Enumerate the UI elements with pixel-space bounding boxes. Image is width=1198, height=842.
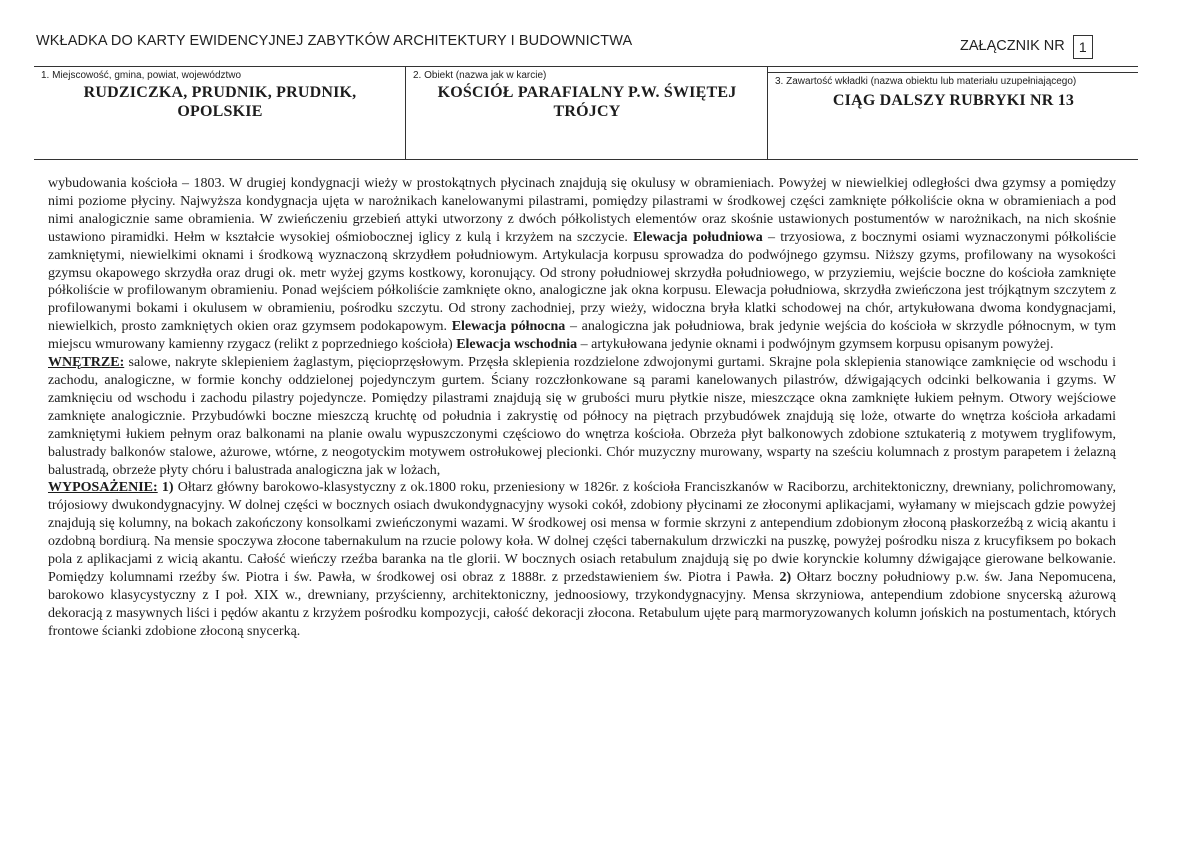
document-title: WKŁADKA DO KARTY EWIDENCYJNEJ ZABYTKÓW ARCHITEKTURY I BUDOWNICTWA bbox=[36, 33, 633, 49]
item-number: 1) bbox=[161, 480, 174, 496]
location-cell bbox=[34, 67, 406, 159]
text-segment: – analogiczna jak południowa, brak jedynie wejścia do kościoła w skrzydle północnym, w tym miejscu wmurowany kamienny rzygacz (relikt z poprzedniego kościoła) bbox=[48, 319, 1117, 353]
heading-furnishings: WYPOSAŻENIE: bbox=[48, 480, 158, 496]
location-label: 1. Miejscowość, gmina, powiat, województwo bbox=[41, 70, 242, 81]
text-segment: Od strony zachodniej, przy wieży, widoczna bryła klatki schodowej na chór, artykułowana dwoma kondygnacjami, niewielkich, prosto zamkniętych okien oraz gzymsem podokapowym. bbox=[48, 301, 1116, 335]
object-cell bbox=[406, 67, 768, 159]
content-value: CIĄG DALSZY RUBRYKI NR 13 bbox=[832, 92, 1075, 109]
paragraph-furnishings bbox=[48, 479, 1116, 640]
info-table bbox=[34, 66, 1138, 160]
text-segment: salowe, nakryte sklepieniem żaglastym, pięcioprzęsłowym. Przęsła sklepienia rozdzielone zdwojonymi gurtami. Skrajne pola sklepienia stanowiące zamknięcie od wschodu i zachodu, analogiczne, w formie konchy oddzielonej pojedynczym gurtem. Ściany rozczłonkowane są parami kanelowanych pilastrów, dźwigających odcinki belkowania i gzyms. W zamknięciu od wschodu i zachodu pilastry pojedyncze. Pomiędzy pilastrami znajdują się w grubości muru płytkie nisze, mieszczące okna zamknięte łukiem pełnym. Otwory wejściowe zamknięte analogicznie. Przybudówki boczne mieszczą kruchtę od południa i zakrystię od północy na piętrach przybudówek znajdują się loże, otwarte do wnętrza kościoła arkadami zamkniętymi łukiem pełnym oraz balkonami na planie owalu wypuszczonymi częściowo do wnętrza kościoła. Obrzeża płyt balkonowych zdobione sztukaterią z motywem tryglifowym, balustrady balkonów stalowe, ażurowe, wtórne, z neogotyckim motywem ostrołukowej plecionki. Chór muzyczny murowany, wsparty na sześciu kolumnach z prostym parapetem i żelazną balustradą, obrzeże płyty chóru i balustrada analogiczna jak w lożach, bbox=[48, 355, 1117, 478]
heading-east-elevation: Elewacja wschodnia bbox=[456, 337, 578, 353]
text-segment: wybudowania kościoła – 1803. W drugiej kondygnacji wieży w prostokątnych płycinach znajdują się okulusy w obramieniach. Powyżej w niewielkiej odległości dwa gzymsy a pomiędzy nimi poziome płyciny. Najwyższa kondygnacja ujęta w narożnikach kanelowanymi pilastrami, pomiędzy pilastrami w środkowej części zamknięte półkoliście okna w obramieniach a pod nimi analogicznie same obramienia. W zwieńczeniu grzebień attyki utworzony z dwóch półkolistych elementów oraz skośnie ustawionych postumentów w narożnikach, na nich skośnie ustawiono piramidki. Hełm w kształcie wysokiej ośmiobocznej iglicy z kulą i krzyżem na szczycie. bbox=[48, 176, 1116, 245]
content-label: 3. Zawartość wkładki (nazwa obiektu lub materiału uzupełniającego) bbox=[775, 76, 1077, 87]
annex-number-box: 1 bbox=[1073, 35, 1093, 59]
annex-label-text: ZAŁĄCZNIK NR bbox=[960, 38, 1065, 54]
heading-interior: WNĘTRZE: bbox=[48, 355, 125, 371]
location-value: RUDZICZKA, PRUDNIK, PRUDNIK, OPOLSKIE bbox=[83, 84, 357, 120]
object-label: 2. Obiekt (nazwa jak w karcie) bbox=[413, 70, 547, 81]
text-segment: – artykułowana jedynie oknami i podwójnym gzymsem korpusu opisanym powyżej. bbox=[580, 337, 1054, 353]
text-segment: – trzyosiowa, z bocznymi osiami wyznaczonymi półkoliście zamkniętymi, niewielkimi oknami i środkową wyznaczoną skrzydłem południowym. Artykulacja korpusu sprowadza do podwójnego gzymsu. Niższy gzyms, profilowany na wysokości gzymsu okapowego skrzydła oraz drugi ok. metr wyżej gzyms kostkowy, koronujący. Od strony południowej skrzydła południowego, w przyziemiu, wejście boczne do kościoła zamknięte półkoliście w profilowanym obramieniu. Ponad wejściem półkoliście zamknięte okno, analogiczne jak okna korpusu. Elewacja południowa, skrzydła zwieńczona jest trójkątnym szczytem z profilowanymi bokami i okulusem w obramieniu, pośrodku szczytu. bbox=[48, 229, 1117, 317]
heading-south-elevation: Elewacja południowa bbox=[633, 229, 763, 245]
item-number: 2) bbox=[779, 569, 792, 585]
heading-north-elevation: Elewacja północna bbox=[451, 319, 566, 335]
paragraph-exterior bbox=[48, 175, 1116, 354]
text-segment: Ołtarz boczny południowy p.w. św. Jana Nepomucena, barokowo klasycystyczny z I poł. XIX w., drewniany, przyścienny, architektoniczny, jednoosiowy, trzykondygnacyjny. Mensa skrzyniowa, antependium zdobione snycerską ażurową dekoracją z masywnych liści i pędów akantu z krzyżem pośrodku kompozycji, całość dekoracji złocona. Retabulum ujęte parą marmoryzowanych kolumn jońskich na postumentach, których frontowe ścianki zdobione złoconą snycerką. bbox=[48, 569, 1117, 639]
text-segment: Ołtarz główny barokowo-klasystyczny z ok.1800 roku, przeniesiony w 1826r. z kościoła Franciszkanów w Raciborzu, architektoniczny, drewniany, polichromowany, trójosiowy dwukondygnacyjny. W dolnej części w bocznych osiach dwukondygnacyjny wysoki cokół, zdobiony płycinami ze złoconymi aplikacjami, wyłamany w miejscach gdzie powyżej znajdują się kolumny, na bokach zakończony konsolkami zwieńczonymi wazami. W środkowej osi mensa w formie skrzyni z antependium zdobionym złoconą płaskorzeźbą z wicią akantu i ozdobną bordiurą. Na mensie spoczywa złocone tabernakulum na rzucie polowy koła. W dolnej części tabernakulum drzwiczki na puszkę, powyżej pośrodku nisza z krucyfiksem po bokach pola z aplikacjami z wicią akantu. Całość wieńczy rzeźba baranka na tle glorii. W bocznych osiach retabulum znajdują się po dwie korynckie kolumny dźwigające gierowane belkowanie. Pomiędzy kolumnami rzeźby św. Piotra i św. Pawła, w środkowej osi obraz z 1888r. z przedstawieniem św. Piotra i Pawła. bbox=[48, 480, 1117, 585]
object-value: KOŚCIÓŁ PARAFIALNY P.W. ŚWIĘTEJ TRÓJCY bbox=[437, 84, 737, 120]
content-cell bbox=[768, 72, 1138, 159]
paragraph-interior bbox=[48, 354, 1116, 479]
document-body bbox=[48, 175, 1116, 641]
annex-label bbox=[960, 33, 1093, 59]
